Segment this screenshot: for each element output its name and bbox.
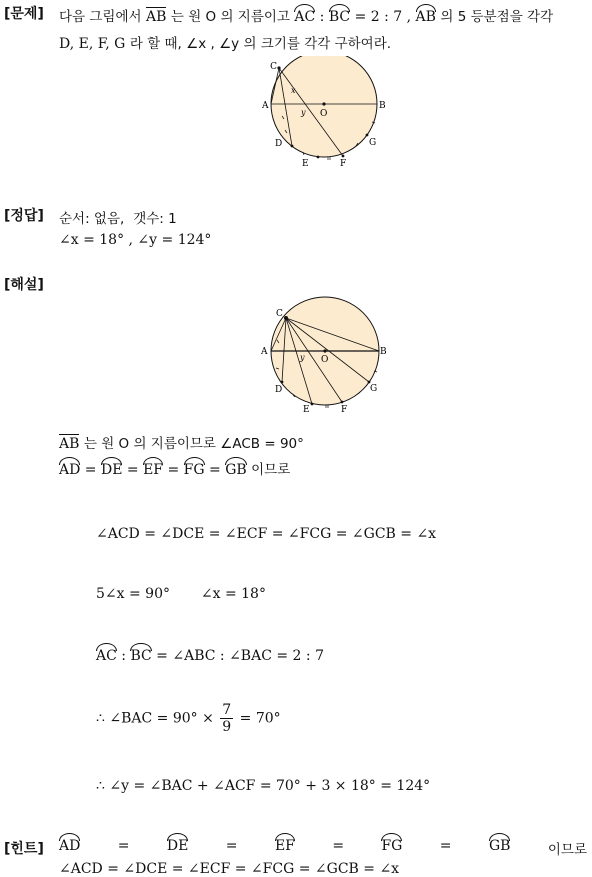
answer-value: ∠x = 18° , ∠y = 124° <box>59 232 212 248</box>
angle-y-label: y <box>301 108 306 117</box>
angle-y-label: y <box>300 353 305 362</box>
arc-bc: BC <box>130 648 152 664</box>
arc-fg: FG <box>381 838 402 858</box>
fraction-7-9: $\frac{7}{9}$ <box>222 702 232 735</box>
arc-ab: AB <box>415 9 436 25</box>
problem-line-2: D, E, F, G 라 할 때, ∠x , ∠y 의 크기를 각각 구하여라. <box>59 36 392 52</box>
label-e: E <box>303 405 310 414</box>
arc-ef: EF <box>275 838 295 858</box>
expl-step-1: ∠ACD = ∠DCE = ∠ECF = ∠FCG = ∠GCB = ∠x <box>96 526 437 542</box>
label-b: B <box>380 347 387 357</box>
label-g: G <box>369 138 377 148</box>
label-a: A <box>261 347 268 357</box>
hint-line-1: AD = DE = EF = FG = GB 이므로 <box>59 838 587 858</box>
arc-bc: BC <box>328 9 351 25</box>
expl-step-4: ∴ ∠BAC = 90° × $\frac{7}{9}$ = 70° <box>96 702 281 735</box>
hint-line-2: ∠ACD = ∠DCE = ∠ECF = ∠FCG = ∠GCB = ∠x <box>59 861 400 877</box>
arc-ef: EF <box>143 462 164 478</box>
arc-de: DE <box>167 838 188 858</box>
label-d: D <box>275 139 283 149</box>
segment-ab: AB <box>146 9 167 25</box>
label-c: C <box>276 309 283 319</box>
label-e: E <box>302 159 309 168</box>
problem-circle-figure <box>258 56 392 168</box>
arc-fg: FG <box>183 462 205 478</box>
arc-ad: AD <box>59 462 81 478</box>
label-b: B <box>379 101 386 111</box>
label-f: F <box>341 405 348 414</box>
arc-ad: AD <box>59 838 80 858</box>
hint-label: [힌트] <box>4 841 44 857</box>
explanation-circle-figure <box>258 294 394 414</box>
angle-x-label: x <box>291 86 296 95</box>
label-a: A <box>262 101 269 111</box>
arc-gb: GB <box>489 838 510 858</box>
explanation-label: [해설] <box>4 277 44 293</box>
label-o: O <box>320 109 328 119</box>
label-f: F <box>340 159 347 168</box>
label-o: O <box>321 355 329 365</box>
expl-step-3: AC : BC = ∠ABC : ∠BAC = 2 : 7 <box>96 648 324 664</box>
answer-meta: 순서: 없음, 갯수: 1 <box>59 211 177 227</box>
segment-ab: AB <box>59 436 80 452</box>
answer-label: [정답] <box>4 208 44 224</box>
expl-step-5: ∴ ∠y = ∠BAC + ∠ACF = 70° + 3 × 18° = 124° <box>96 778 431 794</box>
arc-ac: AC <box>96 648 117 664</box>
label-d: D <box>275 385 283 395</box>
problem-line-1: 다음 그림에서 AB 는 원 O 의 지름이고 AC : BC = 2 : 7 , AB 의 5 등분점을 각각 <box>59 9 554 25</box>
label-g: G <box>370 384 378 394</box>
arc-de: DE <box>100 462 123 478</box>
label-c: C <box>270 62 277 72</box>
problem-label: [문제] <box>4 6 44 22</box>
arc-ac: AC <box>294 9 316 25</box>
expl-line-2: AD = DE = EF = FG = GB 이므로 <box>59 462 291 478</box>
expl-line-1: AB 는 원 O 의 지름이므로 ∠ACB = 90° <box>59 436 304 452</box>
arc-gb: GB <box>225 462 247 478</box>
expl-step-2: 5∠x = 90° ∠x = 18° <box>96 586 266 602</box>
